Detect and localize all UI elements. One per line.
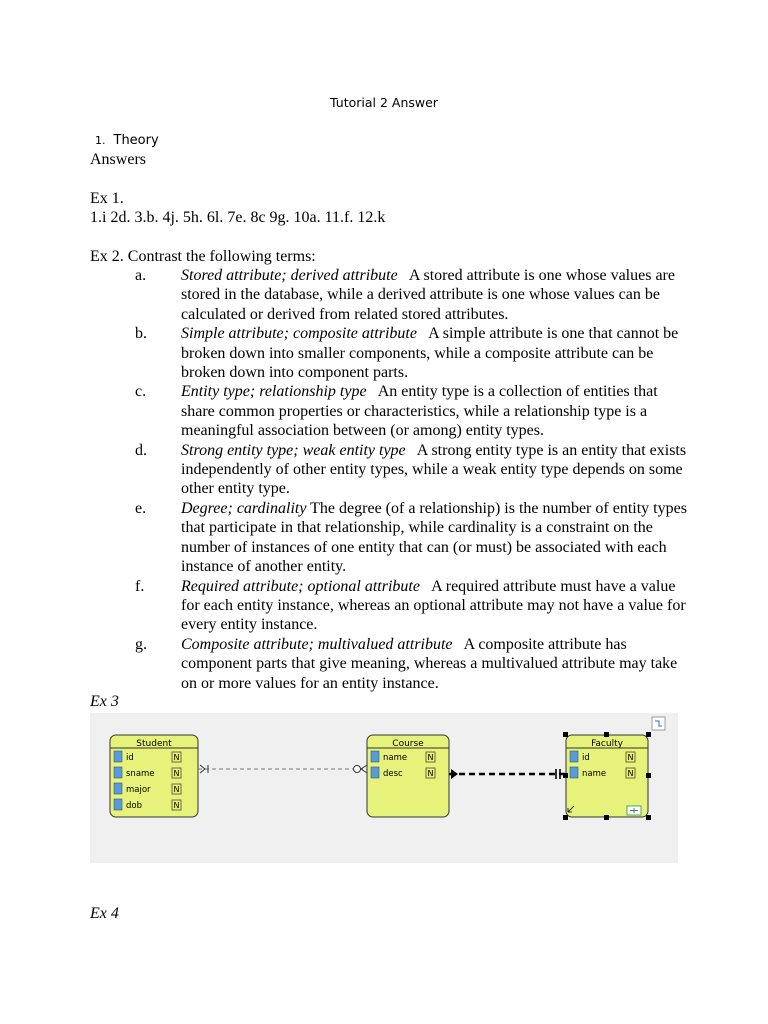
nullable-marker: N <box>627 753 634 762</box>
attribute-name: name <box>582 769 607 779</box>
attribute-name: sname <box>126 769 155 779</box>
column-key-icon <box>114 783 122 794</box>
entity-student[interactable] <box>110 735 198 817</box>
ex1-answers: 1.i 2d. 3.b. 4j. 5h. 6l. 7e. 8c 9g. 10a. 11.f. 12.k <box>90 209 386 226</box>
entity-title: Course <box>392 739 424 749</box>
item-term: Composite attribute; multivalued attribute <box>181 635 453 653</box>
zero-cardinality-icon <box>354 766 361 773</box>
list-item <box>90 635 690 693</box>
item-text: A stored attribute is one whose values are stored in the database, while a derived attribute is one whose values can be calculated or derived from related stored attributes. <box>181 267 675 323</box>
column-key-icon <box>114 751 122 762</box>
item-text: The degree (of a relationship) is the number of entity types that participate in that relationship, while cardinality is a constraint on the number of instances of one entity that can (or must) be associated with each instance of another entity. <box>181 499 687 576</box>
er-diagram <box>90 713 678 863</box>
section-number: 1. <box>95 134 106 147</box>
ex3-heading: Ex 3 <box>90 693 119 710</box>
item-term: Simple attribute; composite attribute <box>181 325 417 343</box>
column-key-icon <box>570 751 578 762</box>
item-term: Entity type; relationship type <box>181 383 367 401</box>
entity-title: Faculty <box>591 739 623 749</box>
item-term: Required attribute; optional attribute <box>181 577 420 595</box>
item-term: Stored attribute; derived attribute <box>181 267 398 284</box>
list-item <box>90 499 690 577</box>
list-item <box>90 266 690 324</box>
item-term: Strong entity type; weak entity type <box>181 441 406 459</box>
nullable-marker: N <box>173 785 180 794</box>
resize-handle[interactable] <box>604 815 609 820</box>
item-letter: e. <box>135 499 147 517</box>
list-item <box>90 577 690 635</box>
item-term: Degree; cardinality <box>181 499 307 517</box>
resize-handle[interactable] <box>646 732 651 737</box>
entity-course[interactable] <box>367 735 449 817</box>
item-letter: b. <box>135 325 147 343</box>
list-item <box>90 382 690 440</box>
column-key-icon <box>114 767 122 778</box>
ex1-heading: Ex 1. <box>90 190 124 207</box>
resize-handle[interactable] <box>604 732 609 737</box>
ex2-heading: Ex 2. Contrast the following terms: <box>90 248 316 265</box>
item-letter: c. <box>135 383 147 401</box>
entity-title: Student <box>136 739 172 749</box>
list-item <box>90 324 690 382</box>
resize-handle[interactable] <box>563 732 568 737</box>
item-text: An entity type is a collection of entities that share common properties or characteristics, while a relationship type is a meaningful association between (or among) entity types. <box>181 383 658 440</box>
attribute-name: desc <box>383 769 403 779</box>
attribute-name: dob <box>126 801 142 811</box>
item-letter: f. <box>135 577 145 595</box>
resize-handle[interactable] <box>646 773 651 778</box>
item-letter: d. <box>135 441 147 459</box>
nullable-marker: N <box>627 769 634 778</box>
entity-faculty[interactable] <box>566 735 648 817</box>
list-item <box>90 441 690 499</box>
connector-icon[interactable] <box>652 717 665 730</box>
column-key-icon <box>371 767 379 778</box>
item-letter: a. <box>135 267 147 284</box>
nullable-marker: N <box>173 753 180 762</box>
nullable-marker: N <box>427 769 434 778</box>
item-text: A strong entity type is an entity that exists independently of other entity types, while a weak entity type depends on some other entity type. <box>181 441 687 498</box>
item-text: A simple attribute is one that cannot be broken down into smaller components, while a composite attribute can be broken down into component parts. <box>181 325 679 382</box>
nullable-marker: N <box>173 801 180 810</box>
ex2-list <box>90 266 690 693</box>
column-key-icon <box>114 799 122 810</box>
column-key-icon <box>570 767 578 778</box>
column-key-icon <box>371 751 379 762</box>
expand-icon[interactable] <box>627 806 641 815</box>
answers-heading: Answers <box>90 151 146 168</box>
section-label: Theory <box>113 133 159 148</box>
item-text: A required attribute must have a value for each entity instance, whereas an optional attribute may not have a value for every entity instance. <box>181 577 686 634</box>
attribute-name: major <box>126 785 151 795</box>
item-letter: g. <box>135 635 147 653</box>
nullable-marker: N <box>173 769 180 778</box>
resize-handle[interactable] <box>646 815 651 820</box>
document-title: Tutorial 2 Answer <box>330 95 438 110</box>
item-text: A composite attribute has component parts that give meaning, whereas a multivalued attribute may take on or more values for an entity instance. <box>181 635 678 692</box>
attribute-name: id <box>582 753 590 763</box>
attribute-name: name <box>383 753 408 763</box>
resize-handle[interactable] <box>563 815 568 820</box>
nullable-marker: N <box>427 753 434 762</box>
section-theory <box>95 133 159 148</box>
attribute-name: id <box>126 753 134 763</box>
ex4-heading: Ex 4 <box>90 905 119 922</box>
